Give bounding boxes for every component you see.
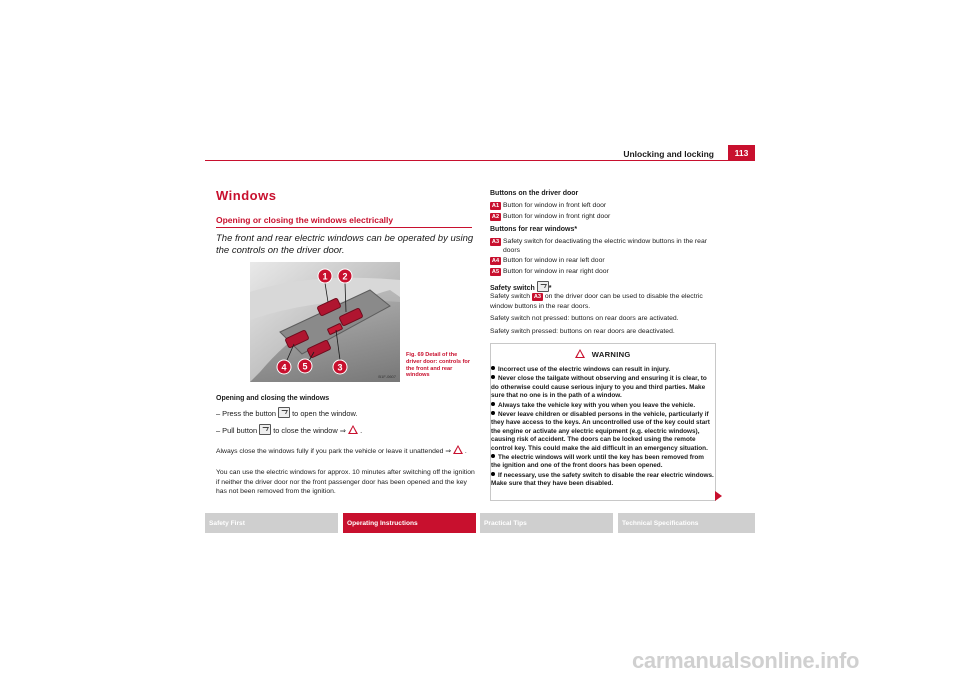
subtitle-rule xyxy=(216,227,472,228)
bullet-icon xyxy=(491,454,495,458)
safety-pressed: Safety switch pressed: buttons on rear doors are deactivated. xyxy=(490,328,675,335)
figure-caption: Fig. 69 Detail of the driver door: controls for the front and rear windows xyxy=(406,352,471,379)
warning-triangle-icon xyxy=(348,425,358,434)
safety-switch-line-1 xyxy=(490,292,716,302)
step-close xyxy=(216,424,362,436)
running-head: Unlocking and locking xyxy=(623,149,714,159)
window-button-icon xyxy=(278,407,290,418)
safety-not-pressed: Safety switch not pressed: buttons on rear doors are activated. xyxy=(490,315,679,322)
section-title: Windows xyxy=(216,188,277,203)
button-item-text: doors xyxy=(503,247,521,254)
tag-a3: A3 xyxy=(491,239,500,245)
warning-box xyxy=(490,343,716,501)
watermark: carmanualsonline.info xyxy=(632,648,860,673)
safety-switch-heading xyxy=(490,281,551,292)
warning-triangle-icon xyxy=(575,349,585,358)
footer-tab-safety-first[interactable]: Safety First xyxy=(205,513,338,533)
tag-a1: A1 xyxy=(491,203,500,209)
window-button-icon xyxy=(259,424,271,435)
warning-item: Always take the vehicle key with you when you leave the vehicle. xyxy=(491,402,715,410)
button-item-text: Button for window in rear right door xyxy=(503,268,609,275)
callout-label-1: 1 xyxy=(322,271,328,282)
warning-title: WARNING xyxy=(591,350,631,359)
step-close-text-b: to close the window ⇒ xyxy=(273,426,346,435)
callout-label-3: 3 xyxy=(337,362,343,373)
door-controls-illustration xyxy=(250,262,400,382)
footer-tab-technical-specifications[interactable]: Technical Specifications xyxy=(618,513,755,533)
driver-buttons-heading: Buttons on the driver door xyxy=(490,190,579,197)
safety-text-a: Safety switch xyxy=(490,293,531,300)
warning-triangle-icon xyxy=(453,445,463,454)
continue-arrow-icon xyxy=(715,491,722,501)
bullet-icon xyxy=(491,375,495,379)
park-note-text: Always close the windows fully if you park the vehicle or leave it unattended ⇒ xyxy=(216,448,452,455)
button-item-text: Button for window in front left door xyxy=(503,202,607,209)
rear-buttons-heading: Buttons for rear windows* xyxy=(490,226,578,233)
safety-switch-icon xyxy=(537,281,549,292)
step-open-text-b: to open the window. xyxy=(292,409,358,418)
warning-item: Incorrect use of the electric windows can result in injury. xyxy=(491,366,715,374)
safety-text-b: on the driver door can be used to disable the electric xyxy=(544,293,703,300)
warning-item: Never leave children or disabled persons in the vehicle, particularly if they have access to the keys. An uncontrolled use of the key could start the engine or activate any electric equipment (e.g. electric windows), causing risk of accident. The doors can be locked using the remote control key. This could make the aid difficult in an emergency situation. xyxy=(491,411,710,452)
tag-a3-inline: A3 xyxy=(533,294,542,300)
step-close-text-c: . xyxy=(360,426,363,435)
safety-switch-line-2: window buttons in the rear doors. xyxy=(490,303,591,310)
bullet-icon xyxy=(491,366,495,370)
callout-label-2: 2 xyxy=(342,271,348,282)
timeout-note: You can use the electric windows for approx. 10 minutes after switching off the ignition if neither the driver door nor the front passenger door has been opened and the key has not been removed from the ignition. xyxy=(216,469,475,495)
step-close-text-a: – Pull button xyxy=(216,426,258,435)
button-item-text: Safety switch for deactivating the electric window buttons in the rear xyxy=(503,238,708,245)
section-subtitle: Opening or closing the windows electrically xyxy=(216,215,394,225)
intro-text: The front and rear electric windows can be operated by using the controls on the driver door. xyxy=(216,233,474,256)
footer-tab-practical-tips[interactable]: Practical Tips xyxy=(480,513,613,533)
bullet-icon xyxy=(491,402,495,406)
park-note-end: . xyxy=(464,448,467,455)
header-rule xyxy=(205,160,755,161)
button-item-text: Button for window in front right door xyxy=(503,213,611,220)
optional-star: * xyxy=(548,285,552,292)
callout-label-5: 5 xyxy=(302,361,308,372)
warning-header xyxy=(491,349,715,359)
footer-tab-operating-instructions[interactable]: Operating Instructions xyxy=(343,513,476,533)
callout-label-4: 4 xyxy=(281,362,287,373)
windows-heading: Opening and closing the windows xyxy=(216,395,330,402)
warning-item: If necessary, use the safety switch to disable the rear electric windows. Make sure that they have been disabled. xyxy=(491,471,714,488)
step-open xyxy=(216,407,357,419)
warning-item: Never close the tailgate without observing and ensuring it is clear, to do otherwise could cause serious injury to you and third parties. Make sure that no one is in the path of a window. xyxy=(491,375,707,400)
warning-item: The electric windows will work until the key has been removed from the ignition and one of the front doors has been opened. xyxy=(491,454,704,470)
bullet-icon xyxy=(491,411,495,415)
page-number: 113 xyxy=(728,145,755,161)
safety-switch-title: Safety switch xyxy=(490,285,535,292)
door-controls-figure xyxy=(250,262,400,382)
tag-a2: A2 xyxy=(491,214,500,220)
park-note xyxy=(216,445,476,457)
step-open-text-a: – Press the button xyxy=(216,409,276,418)
figure-code: B1F-0607 xyxy=(378,374,396,379)
warning-list xyxy=(491,366,715,490)
tag-a4: A4 xyxy=(491,258,500,264)
bullet-icon xyxy=(491,472,495,476)
tag-a5: A5 xyxy=(491,269,500,275)
button-item-text: Button for window in rear left door xyxy=(503,257,605,264)
